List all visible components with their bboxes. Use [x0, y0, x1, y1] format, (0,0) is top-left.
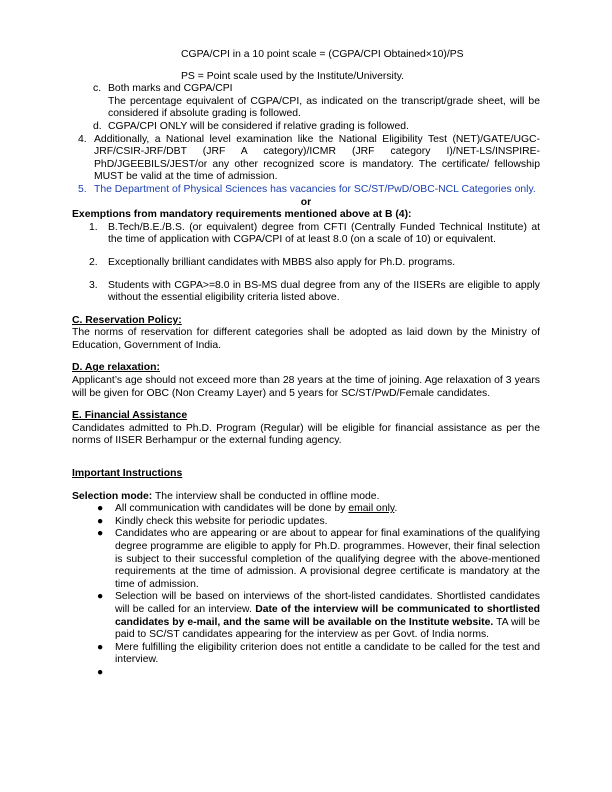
financial-assistance-text: Candidates admitted to Ph.D. Program (Regular) will be eligible for financial assistance as per the norms of IISER Berhampur or the external funding agency. — [72, 422, 540, 447]
bullet-icon: ● — [97, 591, 104, 603]
interview-date-notice: Date of the interview will be communicated to shortlisted candidates by e-mail, and the same will be available on the Institute website. — [115, 603, 541, 628]
email-only-link: email only — [348, 503, 395, 515]
exemptions-title: Exemptions from mandatory requirements mentioned above at B (4): — [72, 209, 412, 221]
exemption-text: Students with CGPA>=8.0 in BS-MS dual degree from any of the IISERs are eligible to apply without the essential eligibility criteria listed above. — [108, 279, 540, 304]
exemption-item — [89, 280, 540, 305]
vacancy-notice: The Department of Physical Sciences has vacancies for SC/ST/PwD/OBC-NCL Categories only. — [94, 183, 536, 195]
list-item-d-text: CGPA/CPI ONLY will be considered if relative grading is followed. — [108, 120, 409, 132]
list-item-c — [93, 83, 540, 96]
important-instructions-heading: Important Instructions — [72, 468, 183, 480]
list-item-text: Candidates who are appearing or are about to appear for final examinations of the qualifying degree programme are eligible to apply for Ph.D. programmes. However, their final selection is subject to their successful completion of the qualifying degree with the above-mentioned requirements at the time of admission. A provisional degree certificate is mandatory at the time of admission. — [115, 528, 540, 590]
age-relaxation-heading: D. Age relaxation: — [72, 362, 160, 374]
financial-assistance-heading: E. Financial Assistance — [72, 410, 188, 422]
exemption-text: Exceptionally brilliant candidates with MBBS also apply for Ph.D. programs. — [108, 256, 456, 268]
age-relaxation-text: Applicant’s age should not exceed more than 28 years at the time of joining. Age relaxation of 3 years will be given for OBC (Non Creamy Layer) and 5 years for SC/ST/PwD/Female candidates. — [72, 375, 540, 399]
bullet-icon: ● — [97, 528, 104, 540]
selection-mode — [72, 491, 540, 504]
cgpa-formula: CGPA/CPI in a 10 point scale = (CGPA/CPI Obtained×10)/PS — [181, 49, 464, 60]
reservation-heading: C. Reservation Policy: — [72, 314, 182, 326]
list-item-4-text: Additionally, a National level examination like the National Eligibility Test (NET)/GATE/UGC-JRF/CSIR-JRF/DBT (JRF A category)/ICMR (JRF category I)/NET-LS/INSPIRE-PhD/JGEEBILS/JEST/or any other recognized score is mandatory. The certificate/ fellowship MUST be valid at the time of admission. — [94, 133, 540, 183]
list-item — [97, 667, 540, 680]
or-separator: or — [300, 196, 312, 208]
exemption-text: B.Tech/B.E./B.S. (or equivalent) degree from CFTI (Centrally Funded Technical Institute) at the time of application with CGPA/CPI of at least 8.0 (on a scale of 10) or equivalent. — [108, 221, 540, 246]
list-item-text — [115, 591, 540, 641]
selection-mode-text: The interview shall be conducted in offline mode. — [152, 490, 380, 502]
list-item-text: Mere fulfilling the eligibility criterion does not entitle a candidate to be called for the test and interview. — [115, 641, 540, 666]
list-marker: 1. — [89, 221, 98, 233]
list-item — [97, 528, 540, 591]
text-span: All communication with candidates will be done by — [115, 503, 349, 515]
bullet-icon: ● — [97, 666, 104, 678]
point-scale-definition: PS = Point scale used by the Institute/University. — [181, 70, 405, 82]
list-item-c-title: Both marks and CGPA/CPI — [108, 83, 233, 95]
list-item — [97, 503, 540, 516]
bullet-icon: ● — [97, 503, 104, 515]
exemption-item — [89, 257, 540, 270]
text-span: . — [394, 503, 398, 515]
reservation-text: The norms of reservation for different categories shall be adopted as laid down by the Ministry of Education, Government of India. — [72, 327, 540, 351]
list-item — [97, 591, 540, 641]
list-item-text — [115, 667, 540, 680]
list-item-text: Kindly check this website for periodic updates. — [115, 515, 328, 527]
bullet-icon: ● — [97, 515, 104, 527]
list-item-d — [93, 121, 540, 134]
list-item-text — [115, 503, 540, 516]
selection-mode-label: Selection mode: — [72, 490, 153, 502]
text-span: TA will be paid to SC/ST candidates appearing for the interview as per Govt. of India norms. — [115, 616, 540, 641]
document-page — [72, 49, 540, 680]
list-marker: 2. — [89, 256, 98, 268]
list-item-5 — [78, 184, 540, 197]
list-marker: c. — [93, 83, 102, 95]
instructions-list — [97, 503, 540, 679]
exemption-item — [89, 222, 540, 247]
list-marker: 4. — [78, 133, 87, 145]
list-marker: d. — [93, 120, 102, 132]
list-item — [97, 516, 540, 529]
list-item-c-body: The percentage equivalent of CGPA/CPI, as indicated on the transcript/grade sheet, will be considered if absolute grading is followed. — [108, 95, 540, 120]
list-marker: 5. — [78, 183, 87, 195]
list-item — [97, 642, 540, 667]
bullet-icon: ● — [97, 641, 104, 653]
list-marker: 3. — [89, 279, 98, 291]
text-span: Selection will be based on interviews of the short-listed candidates. Shortlisted candidates will be called for an interview. — [115, 591, 540, 615]
list-item-4 — [78, 134, 540, 184]
